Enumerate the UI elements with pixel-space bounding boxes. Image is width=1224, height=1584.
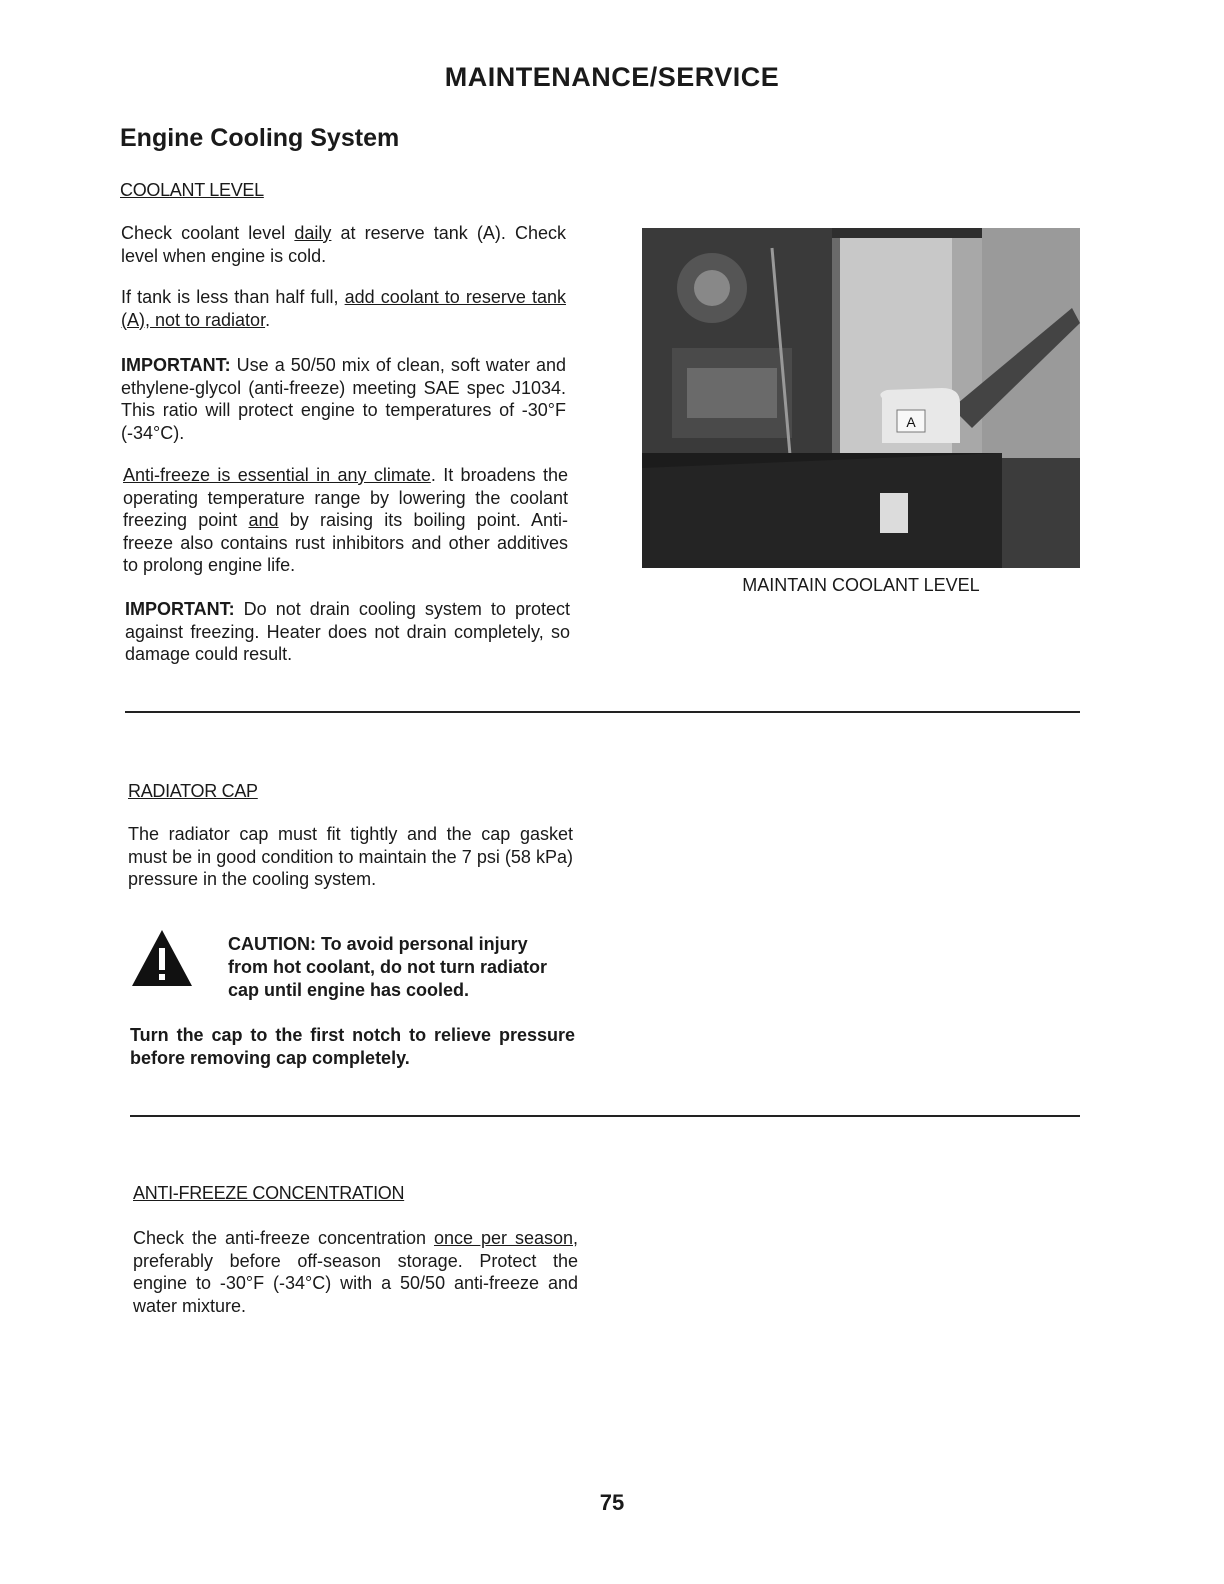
section-divider-2 [130, 1115, 1080, 1117]
coolant-paragraph-1: Check coolant level daily at reserve tank (A). Check level when engine is cold. [121, 223, 566, 266]
caution-warning-icon [130, 928, 194, 988]
section-divider-1 [125, 711, 1080, 713]
coolant-paragraph-2: If tank is less than half full, add coolant to reserve tank (A), not to radiator. [121, 287, 567, 330]
coolant-paragraph-4: Anti-freeze is essential in any climate. It broadens the operating temperature range by lowering the coolant freezing point and by raising its boiling point. Anti-freeze also contains rust inhibitors and other additives to prolong engine life. [123, 465, 568, 575]
engine-photo-illustration [642, 228, 1080, 568]
radiator-cap-paragraph-1: The radiator cap must fit tightly and the cap gasket must be in good condition to maintain the 7 psi (58 kPa) pressure in the cooling system. [128, 824, 573, 889]
page-header-title: MAINTENANCE/SERVICE [444, 62, 780, 92]
section-title: Engine Cooling System [120, 124, 400, 152]
antifreeze-paragraph: Check the anti-freeze concentration once per season, preferably before off-season storage. Protect the engine to -30°F (-34°C) with a 50/50 anti-freeze and water mixture. [133, 1228, 578, 1316]
antifreeze-heading: ANTI-FREEZE CONCENTRATION [133, 1183, 405, 1203]
coolant-important-1: IMPORTANT: Use a 50/50 mix of clean, soft water and ethylene-glycol (anti-freeze) meeting SAE spec J1034. This ratio will protect engine to temperatures of -30°F (-34°C). [121, 355, 566, 443]
engine-reserve-tank-photo [642, 228, 1080, 568]
tank-callout-label: A [906, 414, 916, 430]
radiator-cap-heading: RADIATOR CAP [128, 781, 258, 801]
coolant-important-2: IMPORTANT: Do not drain cooling system to protect against freezing. Heater does not drain completely, so damage could result. [125, 599, 570, 664]
photo-caption: MAINTAIN COOLANT LEVEL [742, 575, 980, 595]
radiator-cap-paragraph-2: Turn the cap to the first notch to relieve pressure before removing cap completely. [130, 1025, 575, 1068]
caution-text: CAUTION: To avoid personal injury from hot coolant, do not turn radiator cap until engine has cooled. [228, 934, 547, 1000]
coolant-level-heading: COOLANT LEVEL [120, 180, 264, 200]
page-number: 75 [599, 1490, 625, 1515]
